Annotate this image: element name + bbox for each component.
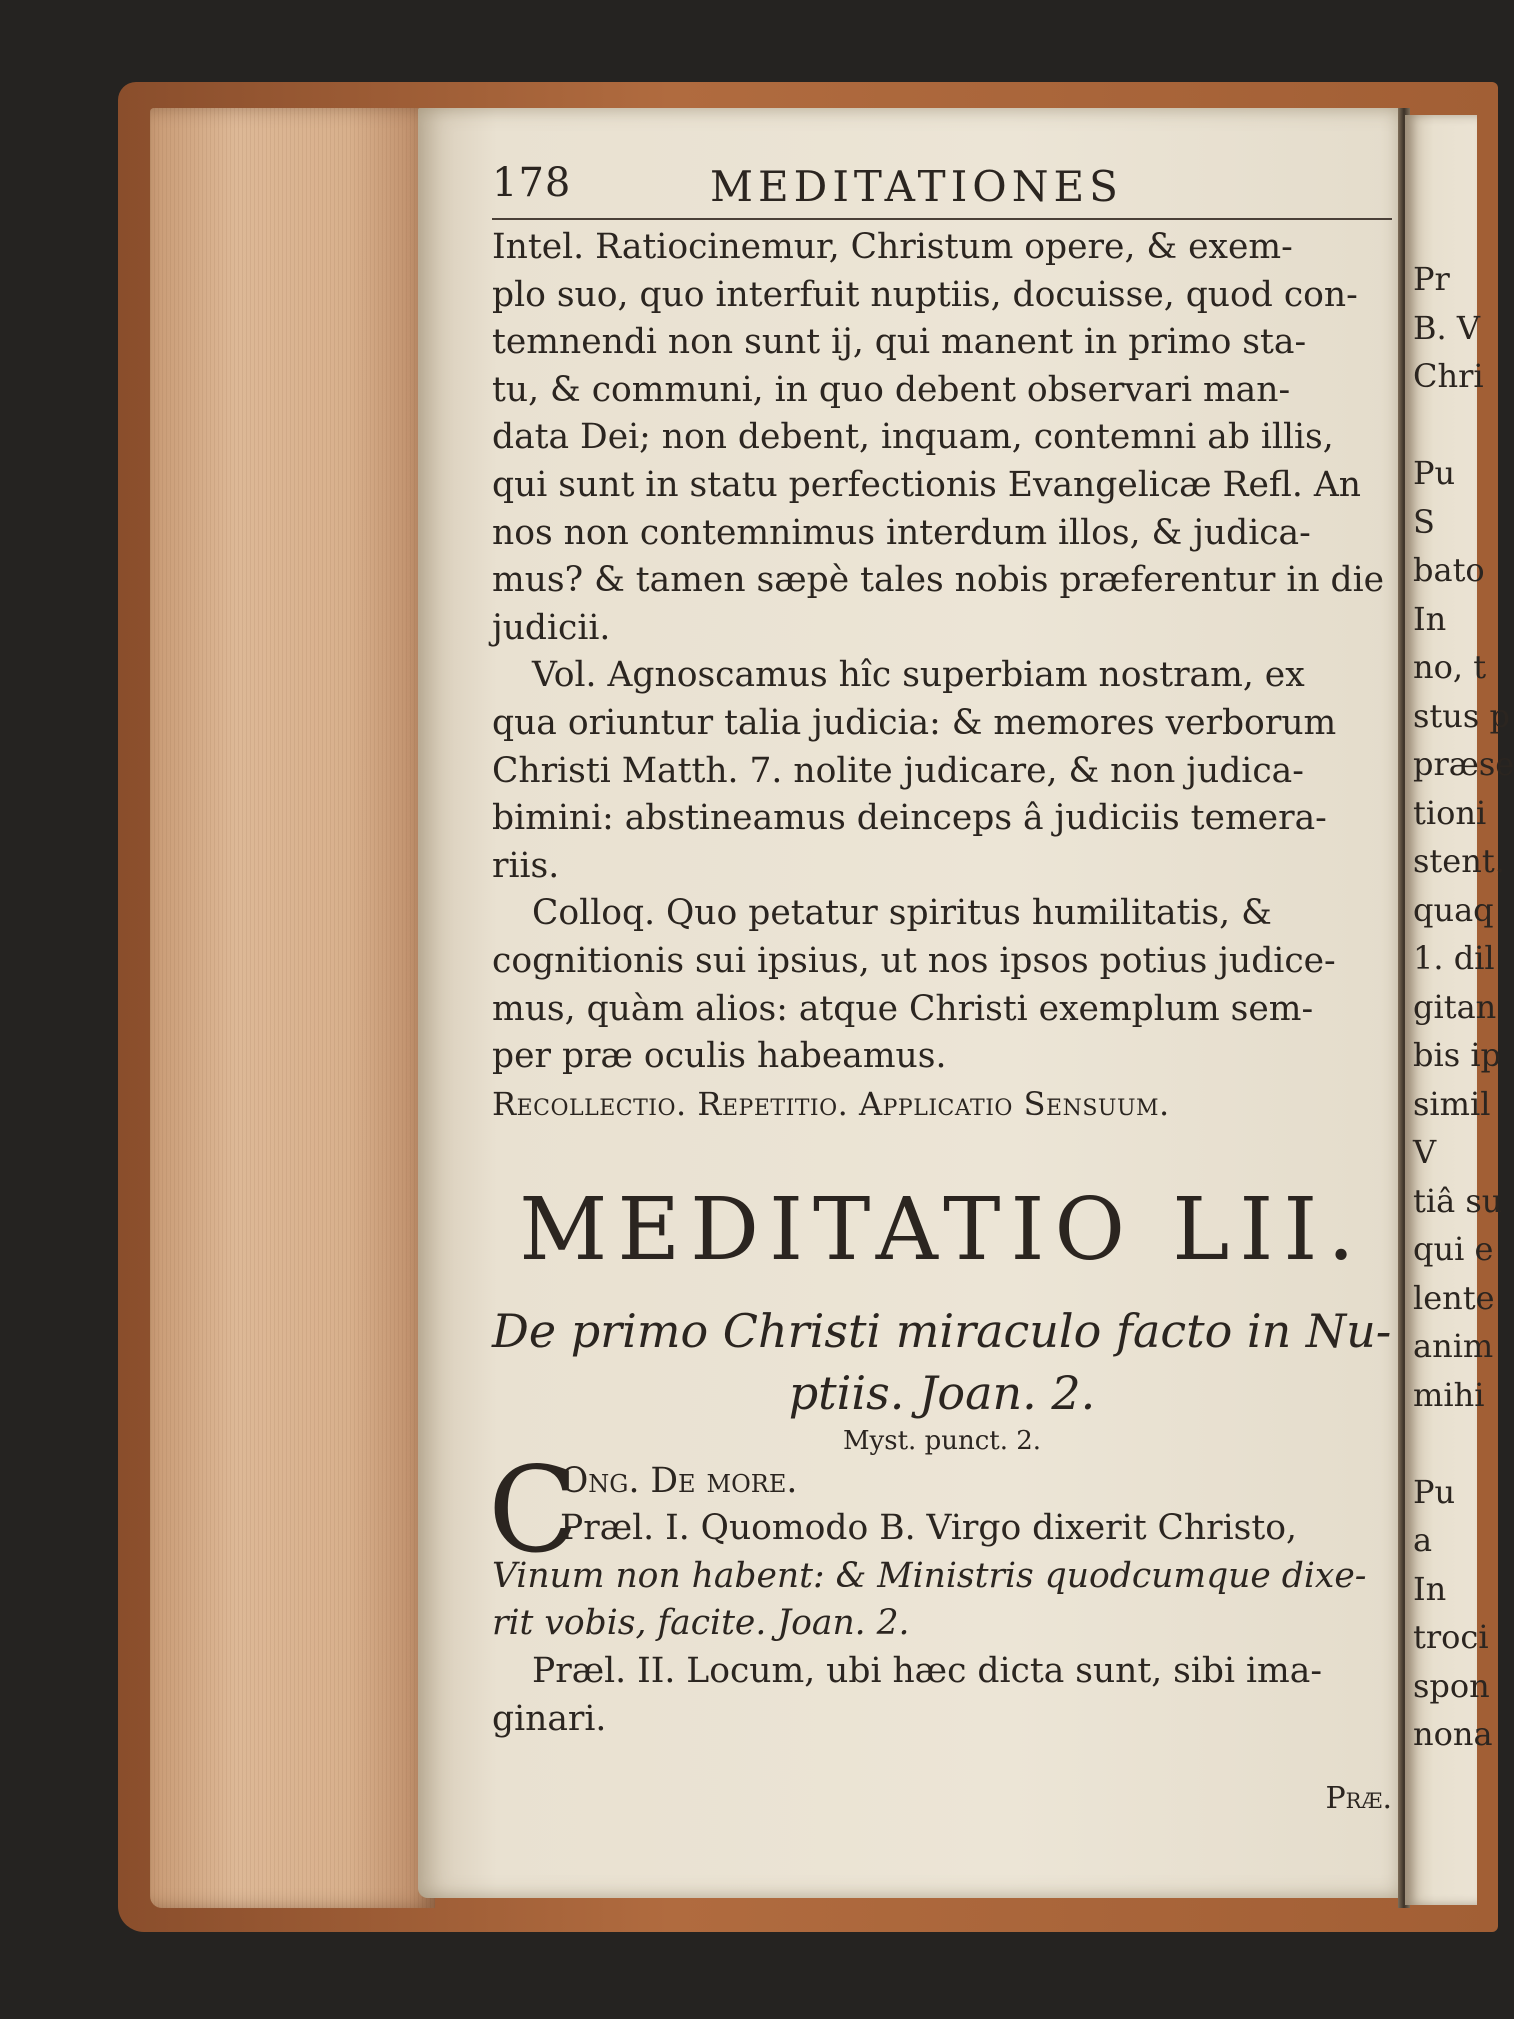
facing-fragment: mihi — [1413, 1375, 1485, 1414]
book-page-right-fragment — [1405, 115, 1514, 1905]
recollectio-line: Recollectio. Repetitio. Applicatio Sensuum. — [492, 1084, 1170, 1123]
facing-page-text — [1413, 255, 1514, 1759]
text-line: Christi Matth. 7. nolite judicare, & non judica- — [492, 750, 1304, 791]
text-line: plo suo, quo interfuit nuptiis, docuisse, quod con- — [492, 274, 1358, 315]
text-line: temnendi non sunt ij, qui manent in primo sta- — [492, 322, 1307, 363]
facing-fragment: In — [1413, 1569, 1447, 1608]
facing-fragment: lente — [1413, 1278, 1495, 1317]
text-line: qui sunt in statu perfectionis Evangelicæ Refl. An — [492, 464, 1362, 505]
facing-fragment — [1413, 401, 1514, 450]
text-line: Colloq. Quo petatur spiritus humilitatis, & — [532, 893, 1272, 934]
facing-fragment: 1. dil — [1413, 939, 1495, 977]
page-number: 178 — [492, 160, 572, 206]
text-line: Vinum non habent: & Ministris quodcumque dixe- — [492, 1555, 1367, 1596]
meditation-subtitle: De primo Christi miraculo facto in Nu- — [492, 1303, 1392, 1358]
text-line: tu, & communi, in quo debent observari man- — [492, 369, 1291, 410]
facing-fragment: a — [1413, 1521, 1433, 1559]
facing-fragment: bis ip — [1413, 1036, 1502, 1074]
facing-fragment: bato — [1413, 551, 1485, 589]
drop-cap: C — [488, 1440, 579, 1579]
facing-fragment: stent. — [1413, 842, 1505, 880]
text-line: nos non contemnimus interdum illos, & judica- — [492, 512, 1311, 553]
text-line: Vol. Agnoscamus hîc superbiam nostram, ex — [532, 655, 1305, 696]
paragraph-colloq — [492, 890, 1392, 1080]
facing-fragment: Pu — [1413, 1472, 1456, 1511]
facing-fragment: stus p — [1413, 696, 1510, 735]
text-line: data Dei; non debent, inquam, contemni ab illis, — [492, 417, 1334, 458]
text-line: Intel. Ratiocinemur, Christum opere, & exem- — [492, 227, 1293, 267]
paragraph-vol — [492, 652, 1392, 890]
facing-fragment: Chri — [1413, 357, 1484, 395]
facing-fragment: præse — [1413, 745, 1514, 783]
facing-fragment: tioni — [1413, 793, 1487, 832]
facing-fragment: V — [1413, 1133, 1437, 1171]
text-line: riis. — [492, 845, 560, 886]
text-line: Præl. II. Locum, ubi hæc dicta sunt, sibi ima- — [532, 1651, 1322, 1692]
meditation-subtitle-cont: ptiis. Joan. 2. — [788, 1365, 1096, 1420]
text-line: Præl. I. Quomodo B. Virgo dixerit Christo, — [560, 1508, 1297, 1549]
text-line: ginari. — [492, 1698, 607, 1739]
facing-fragment: tiâ su — [1413, 1181, 1503, 1220]
text-line: bimini: abstineamus deinceps â judiciis temera- — [492, 798, 1327, 839]
meditation-title: MEDITATIO LII. — [519, 1179, 1365, 1280]
text-line: mus, quàm alios: atque Christi exemplum sem- — [492, 988, 1314, 1029]
running-head-title: MEDITATIONES — [710, 162, 1123, 211]
text-line: judicii. — [492, 607, 611, 648]
text-line: mus? & tamen sæpè tales nobis præferentur in die — [492, 560, 1385, 601]
page-text-column — [488, 160, 1392, 1819]
catchword: Præ. — [1325, 1781, 1392, 1817]
facing-fragment: spon — [1413, 1666, 1490, 1705]
facing-fragment: qui e — [1413, 1230, 1494, 1268]
facing-fragment: no, t — [1413, 648, 1487, 686]
text-line: per præ oculis habeamus. — [492, 1036, 947, 1077]
facing-fragment: gitan — [1413, 987, 1497, 1026]
facing-fragment: S — [1413, 502, 1435, 541]
facing-fragment: nona — [1413, 1715, 1493, 1753]
running-head — [492, 160, 1392, 220]
facing-fragment — [1413, 1419, 1514, 1468]
text-line: cognitionis sui ipsius, ut nos ipsos potius judice- — [492, 940, 1336, 981]
facing-fragment: quaq — [1413, 890, 1494, 929]
myst-reference: Myst. punct. 2. — [842, 1425, 1042, 1456]
facing-fragment: anim — [1413, 1327, 1494, 1365]
facing-fragment: simil — [1413, 1084, 1491, 1123]
facing-fragment: In — [1413, 599, 1447, 638]
facing-fragment: Pu — [1413, 454, 1456, 492]
text-line: rit vobis, facite. Joan. 2. — [492, 1603, 910, 1644]
facing-fragment: B. V — [1413, 308, 1480, 347]
paragraph-intel — [492, 224, 1392, 652]
text-line: Ong. De more. — [560, 1460, 798, 1501]
text-line: qua oriuntur talia judicia: & memores verborum — [492, 702, 1337, 743]
facing-fragment: Pr — [1413, 260, 1450, 298]
facing-fragment: troci — [1413, 1618, 1489, 1656]
page-edges — [150, 108, 435, 1908]
